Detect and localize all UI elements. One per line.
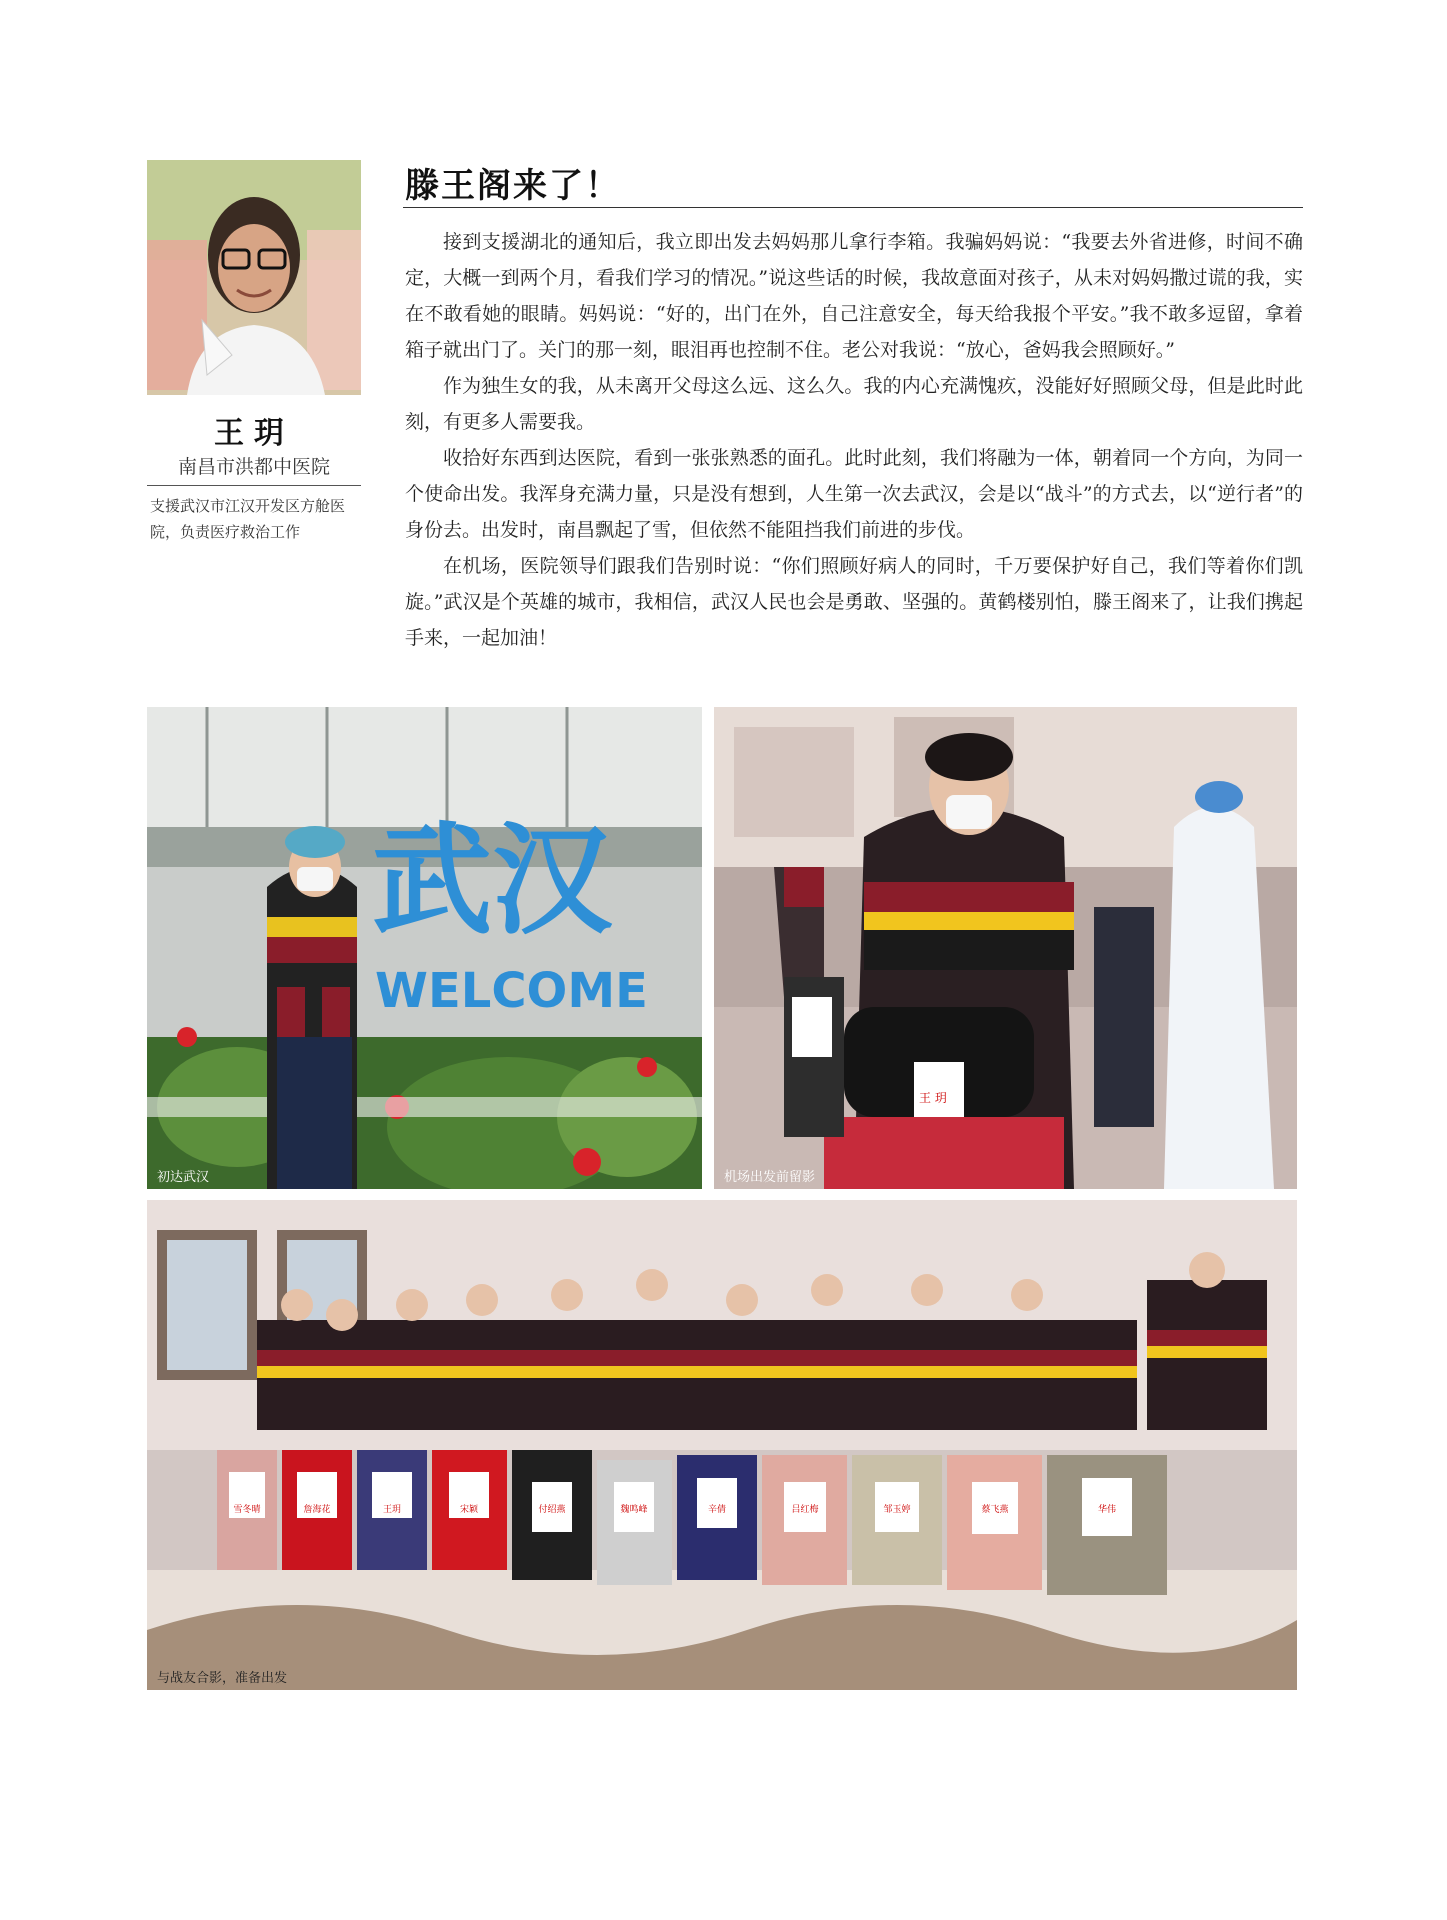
photo-group (147, 1200, 1297, 1690)
luggage-tag-name: 邹玉婷 (883, 1505, 911, 1515)
article-paragraph: 收拾好东西到达医院，看到一张张熟悉的面孔。此时此刻，我们将融为一体，朝着同一个方向，为同一个使命出发。我浑身充满力量，只是没有想到，人生第一次去武汉，会是以“战斗”的方式去，以“逆行者”的身份去。出发时，南昌飘起了雪，但依然不能阻挡我们前进的步伐。 (405, 447, 1303, 541)
article-paragraph: 接到支援湖北的通知后，我立即出发去妈妈那儿拿行李箱。我骗妈妈说：“我要去外省进修，时间不确定，大概一到两个月，看我们学习的情况。”说这些话的时候，我故意面对孩子，从未对妈妈撒过谎的我，实在不敢看她的眼睛。妈妈说：“好的，出门在外，自己注意安全，每天给我报个平安。”我不敢多逗留，拿着箱子就出门了。关门的那一刻，眼泪再也控制不住。老公对我说：“放心，爸妈我会照顾好。” (405, 231, 1303, 361)
photo-caption: 与战友合影，准备出发 (157, 1671, 288, 1686)
luggage-tag-name: 华伟 (1097, 1505, 1117, 1515)
luggage-tag-name: 詹海花 (303, 1505, 331, 1515)
luggage-tag-name: 付绍燕 (538, 1505, 566, 1515)
author-note: 支援武汉市江汉开发区方舱医院，负责医疗救治工作 (150, 497, 346, 541)
luggage-tag-name: 雪冬晴 (233, 1505, 261, 1515)
author-hospital: 南昌市洪都中医院 (147, 452, 361, 486)
photo-airport (714, 707, 1297, 1189)
luggage-tag-name: 魏鸣峰 (620, 1505, 648, 1515)
luggage-tag-name: 蔡飞燕 (981, 1505, 1009, 1515)
photo-wuhan-arrival (147, 707, 702, 1189)
bag-tag-name: 王 玥 (919, 1091, 947, 1105)
luggage-tag-name: 吕红梅 (791, 1505, 819, 1515)
photo-caption: 机场出发前留影 (724, 1170, 816, 1185)
title-divider (403, 207, 1303, 208)
article-paragraph: 在机场，医院领导们跟我们告别时说：“你们照顾好病人的同时，千万要保护好自己，我们等着你们凯旋。”武汉是个英雄的城市，我相信，武汉人民也会是勇敢、坚强的。黄鹤楼别怕，滕王阁来了，让我们携起手来，一起加油！ (405, 555, 1303, 649)
sign-chinese: 武汉 (372, 812, 612, 951)
photo-caption: 初达武汉 (157, 1170, 210, 1185)
article-paragraph: 作为独生女的我，从未离开父母这么远、这么久。我的内心充满愧疚，没能好好照顾父母，但是此时此刻，有更多人需要我。 (405, 375, 1303, 433)
luggage-tag-name: 宋颖 (459, 1505, 479, 1515)
article-title: 滕王阁来了！ (405, 166, 621, 206)
author-portrait (147, 160, 361, 395)
luggage-tag-name: 王玥 (382, 1505, 402, 1515)
article-body (405, 224, 1303, 656)
sign-welcome: WELCOME (375, 963, 648, 1019)
author-name: 王玥 (214, 416, 294, 451)
luggage-tag-name: 辛倩 (707, 1505, 727, 1515)
